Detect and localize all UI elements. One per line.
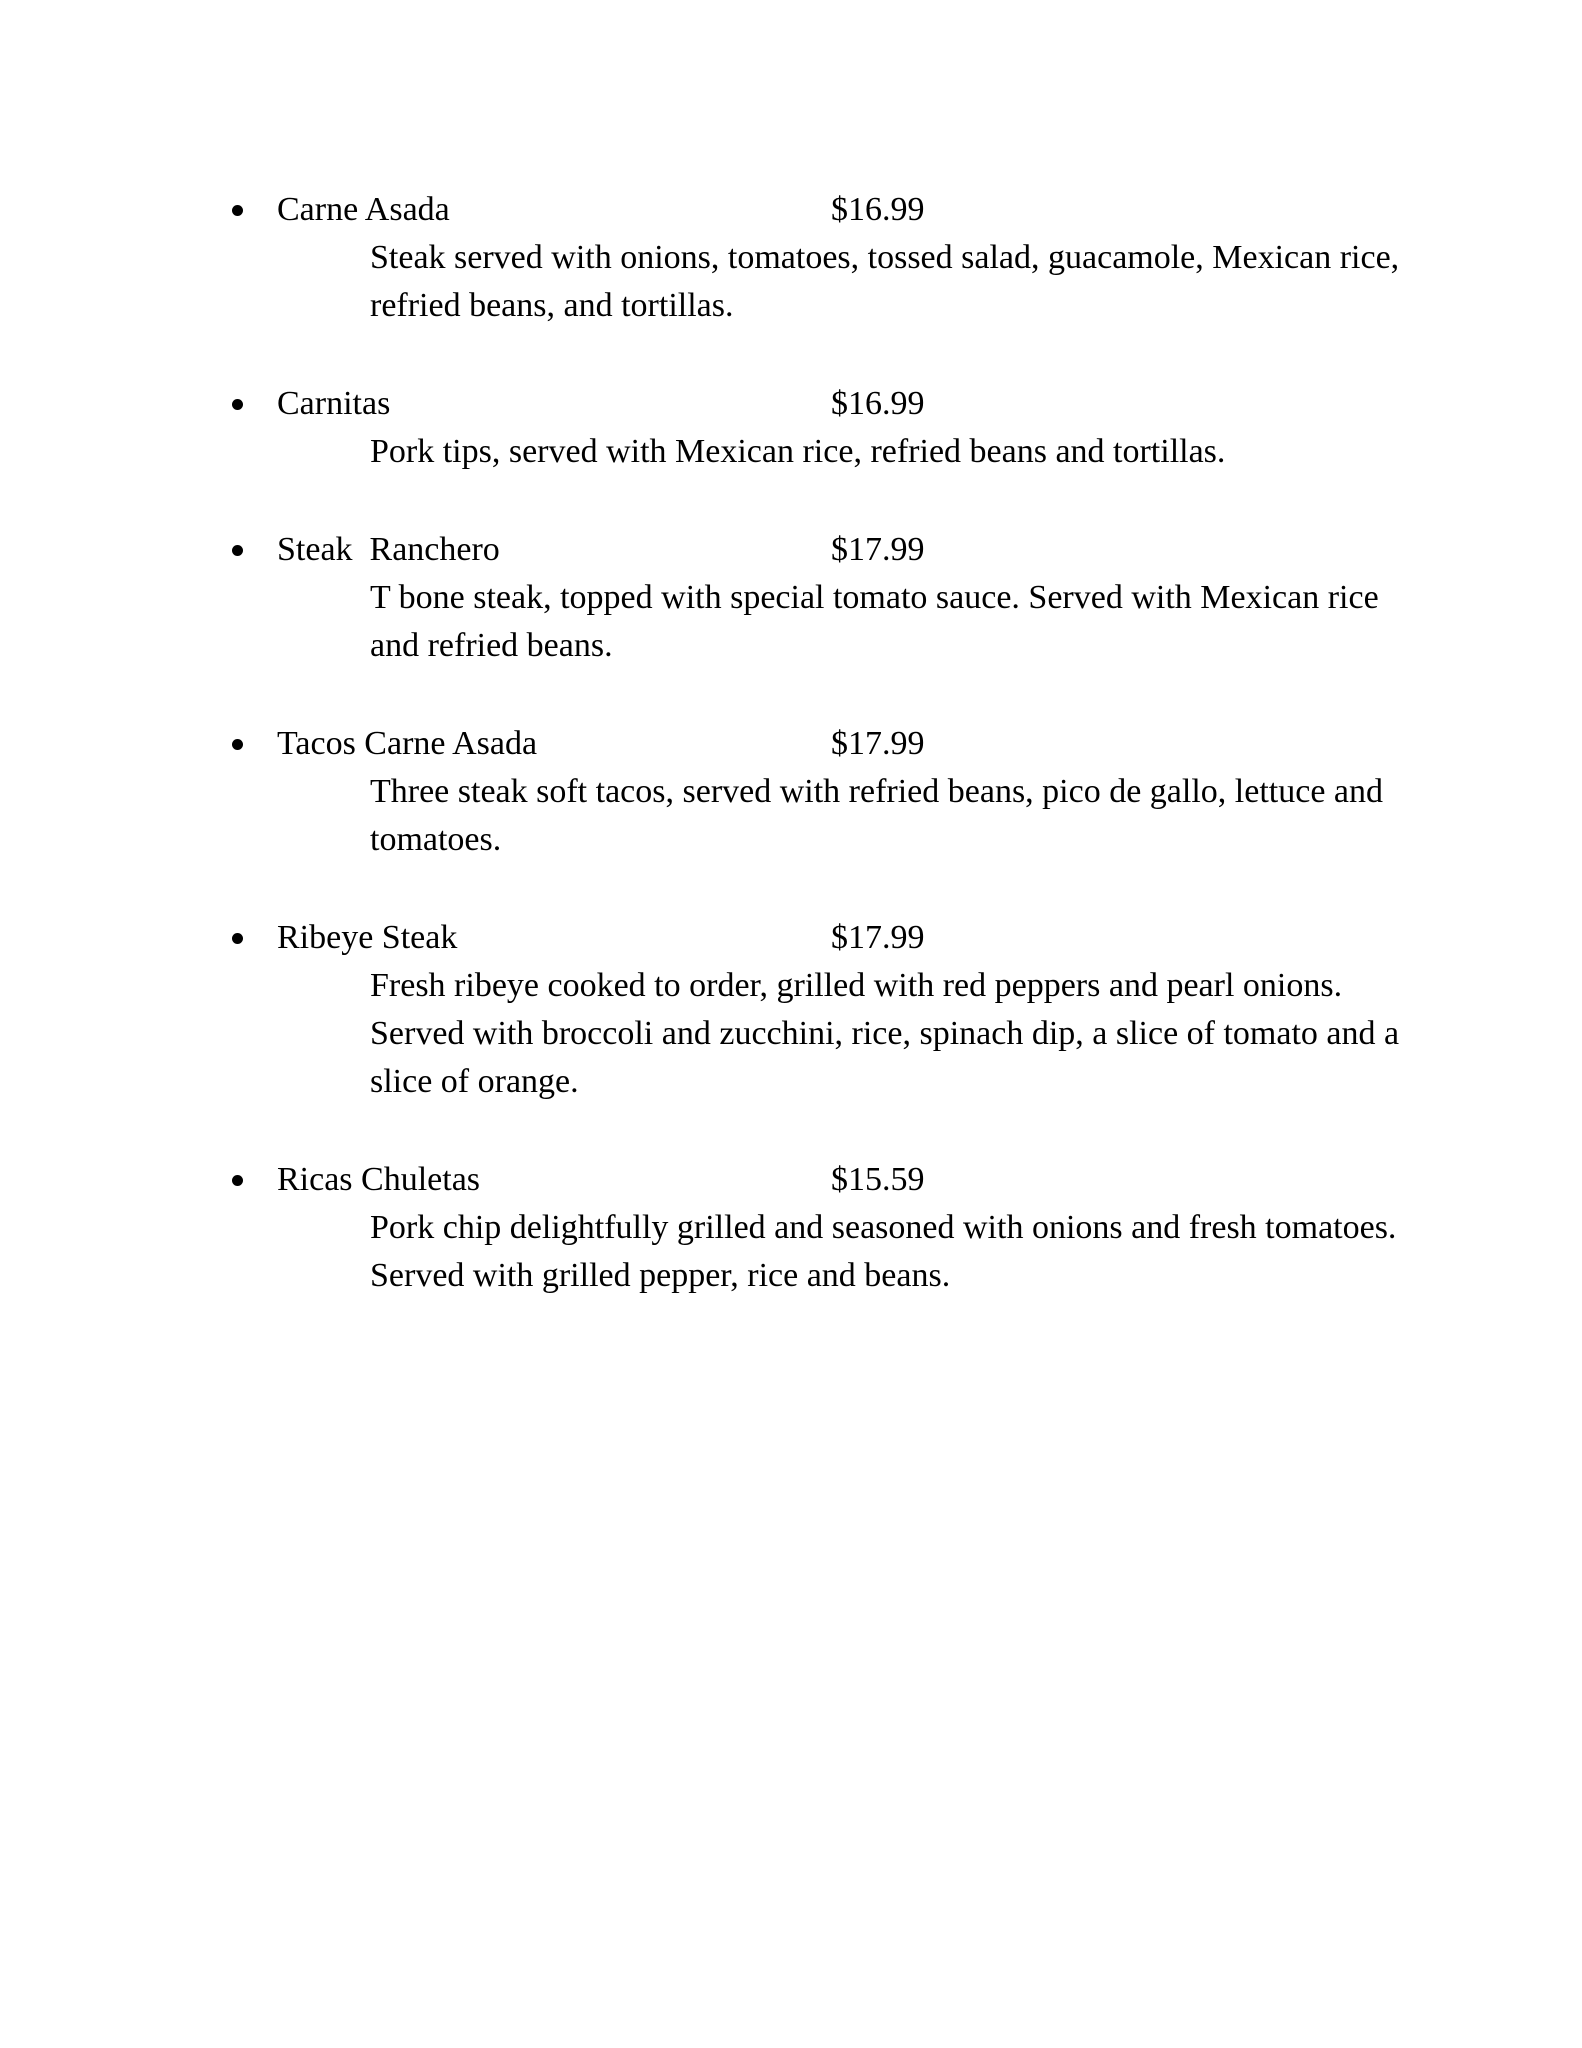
menu-item-steak-ranchero	[232, 526, 1412, 670]
menu-item-name: Carne Asada	[277, 191, 450, 228]
menu-item-carnitas	[232, 380, 1412, 476]
menu-item-name: Steak Ranchero	[277, 531, 500, 568]
menu-item-header	[232, 1156, 1412, 1204]
menu-item-price: $16.99	[831, 385, 925, 422]
menu-list	[232, 186, 1412, 1350]
menu-item-price: $15.59	[831, 1161, 925, 1198]
bullet-icon	[232, 399, 243, 410]
bullet-icon	[232, 739, 243, 750]
menu-item-description: Fresh ribeye cooked to order, grilled with red peppers and pearl onions. Served with broccoli and zucchini, rice, spinach dip, a slice of tomato and a slice of orange.	[370, 967, 1400, 1100]
menu-item-header	[232, 720, 1412, 768]
menu-item-header	[232, 914, 1412, 962]
menu-item-header	[232, 186, 1412, 234]
menu-item-price: $17.99	[831, 919, 925, 956]
bullet-icon	[232, 545, 243, 556]
menu-item-description: Pork chip delightfully grilled and seasoned with onions and fresh tomatoes. Served with grilled pepper, rice and beans.	[370, 1209, 1397, 1294]
bullet-icon	[232, 1175, 243, 1186]
menu-item-description: Pork tips, served with Mexican rice, refried beans and tortillas.	[370, 433, 1226, 470]
bullet-icon	[232, 933, 243, 944]
menu-item-ricas-chuletas	[232, 1156, 1412, 1300]
menu-item-name: Ricas Chuletas	[277, 1161, 481, 1198]
menu-item-name: Carnitas	[277, 385, 391, 422]
menu-item-price: $16.99	[831, 191, 925, 228]
menu-item-name: Tacos Carne Asada	[277, 725, 538, 762]
menu-item-price: $17.99	[831, 531, 925, 568]
menu-item-tacos-carne-asada	[232, 720, 1412, 864]
menu-item-description: Steak served with onions, tomatoes, tossed salad, guacamole, Mexican rice, refried beans, and tortillas.	[370, 239, 1400, 324]
menu-item-ribeye-steak	[232, 914, 1412, 1106]
menu-item-header	[232, 526, 1412, 574]
menu-item-price: $17.99	[831, 725, 925, 762]
menu-item-description: Three steak soft tacos, served with refried beans, pico de gallo, lettuce and tomatoes.	[370, 773, 1383, 858]
menu-item-carne-asada	[232, 186, 1412, 330]
menu-item-description: T bone steak, topped with special tomato sauce. Served with Mexican rice and refried beans.	[370, 579, 1379, 664]
menu-item-header	[232, 380, 1412, 428]
menu-item-name: Ribeye Steak	[277, 919, 458, 956]
bullet-icon	[232, 205, 243, 216]
